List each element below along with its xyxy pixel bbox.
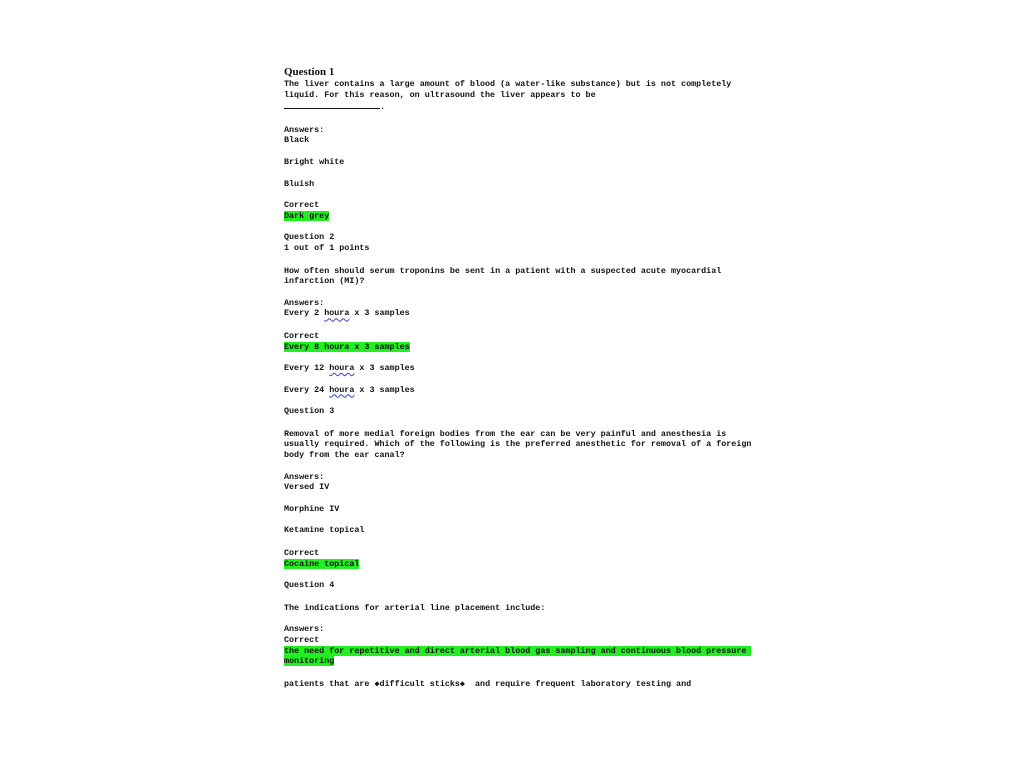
answer-option: Morphine IV (284, 503, 340, 514)
answers-label: Answers: (284, 471, 325, 482)
answer-text: Every 24 (284, 384, 330, 395)
answer-option: Bright white (284, 156, 345, 167)
question-text: Removal of more medial foreign bodies from the ear can be very painful and anesthesia is usually required. Which of the following is the preferred anesthetic for removal of a foreign body from the ear canal? (284, 428, 757, 461)
answer-blank (284, 100, 380, 109)
answer-text: Every 2 (284, 308, 325, 319)
correct-answer (284, 211, 754, 222)
answer-option (284, 385, 754, 396)
question-3 (284, 406, 757, 569)
correct-label: Correct (284, 330, 320, 341)
correct-answer-text: Cocaine topical (284, 558, 360, 569)
answers-label: Answers: (284, 124, 325, 135)
question-text (284, 79, 754, 113)
correct-answer (284, 646, 754, 667)
misspelled-word: houra (329, 363, 355, 374)
question-text: The indications for arterial line placement include: (284, 602, 546, 613)
blank-end: . (380, 102, 386, 113)
question-4 (284, 580, 754, 689)
answer-option: Ketamine topical (284, 525, 365, 536)
answer-option: Bluish (284, 178, 315, 189)
answer-option: Black (284, 135, 310, 146)
answer-option: Versed IV (284, 482, 330, 493)
question-title: Question 4 (284, 580, 335, 591)
correct-label: Correct (284, 635, 320, 645)
document-page (284, 66, 757, 689)
answers-label: Answers: (284, 297, 325, 308)
answer-text: x 3 samples (354, 384, 415, 395)
answer-text: x 3 samples (349, 308, 410, 319)
correct-answer-text: Every 8 houra x 3 samples (284, 341, 410, 352)
misspelled-word: houra (329, 384, 355, 395)
question-title: Question 3 (284, 406, 335, 417)
question-2 (284, 232, 754, 395)
answer-option (284, 308, 754, 319)
correct-label: Correct (284, 200, 320, 211)
question-1 (284, 66, 754, 221)
correct-answer-text: Dark grey (284, 210, 330, 221)
question-text-body: The liver contains a large amount of blood (a water-like substance) but is not completely liquid. For this reason, on ultrasound the liver appears to be (284, 79, 737, 100)
answers-label: Answers: (284, 624, 325, 635)
answer-option (284, 363, 754, 374)
answer-text: x 3 samples (354, 363, 415, 374)
correct-answer-text: the need for repetitive and direct arterial blood gas sampling and continuous blood pressure monitoring (284, 645, 752, 667)
question-points: 1 out of 1 points (284, 242, 370, 253)
question-text: How often should serum troponins be sent in a patient with a suspected acute myocardial infarction (MI)? (284, 265, 727, 287)
misspelled-word: houra (324, 308, 350, 319)
question-title: Question 2 (284, 232, 335, 243)
correct-answer (284, 342, 754, 353)
answer-text: Every 12 (284, 363, 330, 374)
answer-option: patients that are ◆difficult sticks◆ and require frequent laboratory testing and (284, 678, 692, 689)
correct-label: Correct (284, 548, 320, 559)
question-title: Question 1 (284, 66, 335, 78)
correct-answer (284, 559, 754, 570)
